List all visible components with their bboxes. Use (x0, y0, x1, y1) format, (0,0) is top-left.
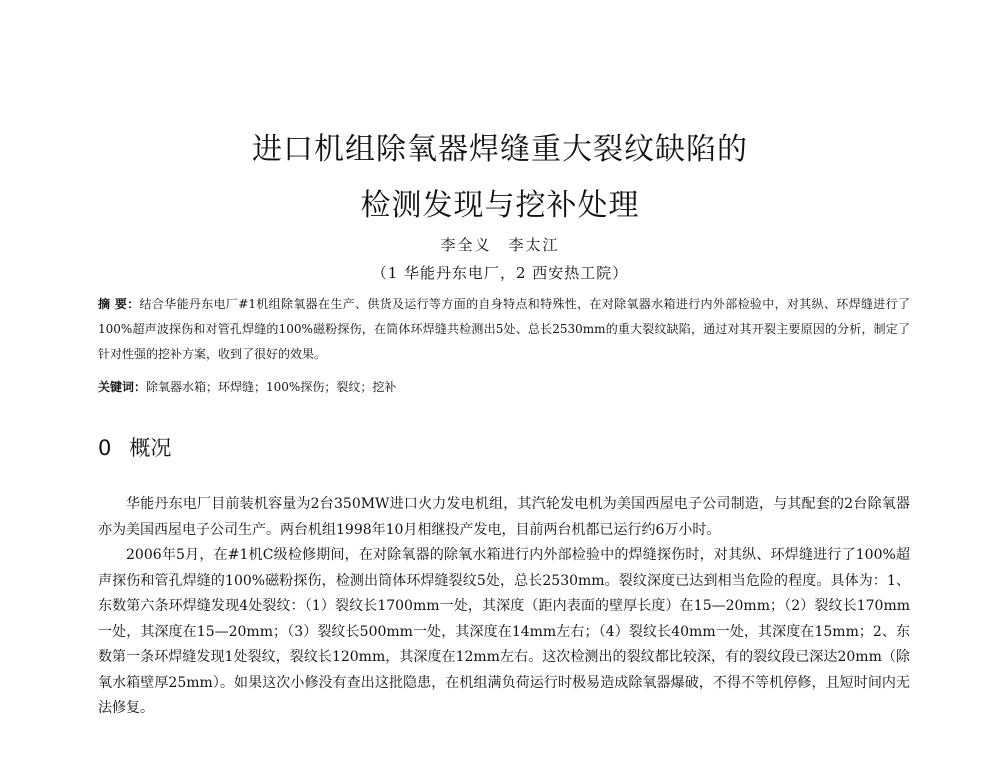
abstract-label: 摘 要： (98, 297, 140, 311)
authors: 李全义 李太江 (440, 236, 560, 254)
keywords-label: 关键词： (98, 380, 147, 394)
affiliation: （1 华能丹东电厂，2 西安热工院） (371, 264, 629, 282)
paragraph: 2006年5月，在#1机C级检修期间，在对除氧器的除氧水箱进行内外部检验中的焊缝探伤时，对其纵、环焊缝进行了100%超声探伤和管孔焊缝的100%磁粉探伤，检测出筒体环焊缝裂纹5处，总长2530mm。裂纹深度已达到相当危险的程度。具体为：1、东数第六条环焊缝发现4处裂纹：（1）裂纹长1700mm一处，其深度（距内表面的壁厚长度）在15—20mm；（2）裂纹长170mm一处，其深度在15—20mm；（3）裂纹长500mm一处，其深度在14mm左右；（4）裂纹长40mm一处，其深度在15mm；2、东数第一条环焊缝发现1处裂纹，裂纹长120mm，其深度在12mm左右。这次检测出的裂纹都比较深，有的裂纹段已深达20mm（除氧水箱壁厚25mm）。如果这次小修没有查出这批隐患，在机组满负荷运行时极易造成除氧器爆破，不得不等机停修，且短时间内无法修复。 (98, 547, 910, 716)
abstract (98, 292, 910, 367)
paragraph: 华能丹东电厂目前装机容量为2台350MW进口火力发电机组，其汽轮发电机为美国西屋电子公司制造，与其配套的2台除氧器亦为美国西屋电子公司生产。两台机组1998年10月相继投产发电，目前两台机都已运行约6万小时。 (98, 496, 910, 538)
keywords (98, 375, 910, 400)
paper-title-line-1: 进口机组除氧器焊缝重大裂纹缺陷的 (252, 132, 748, 167)
paper-title-line-2: 检测发现与挖补处理 (360, 188, 640, 223)
body-text (98, 492, 910, 722)
abstract-text: 结合华能丹东电厂#1机组除氧器在生产、供货及运行等方面的自身特点和特殊性，在对除氧器水箱进行内外部检验中，对其纵、环焊缝进行了100%超声波探伤和对管孔焊缝的100%磁粉探伤，在筒体环焊缝共检测出5处、总长2530mm的重大裂纹缺陷，通过对其开裂主要原因的分析，制定了针对性强的挖补方案，收到了很好的效果。 (98, 297, 910, 361)
section-title: 概况 (129, 436, 172, 460)
section-number: 0 (98, 436, 112, 460)
keywords-text: 除氧器水箱；环焊缝；100%探伤；裂纹；挖补 (146, 380, 397, 394)
section-heading (98, 432, 171, 462)
